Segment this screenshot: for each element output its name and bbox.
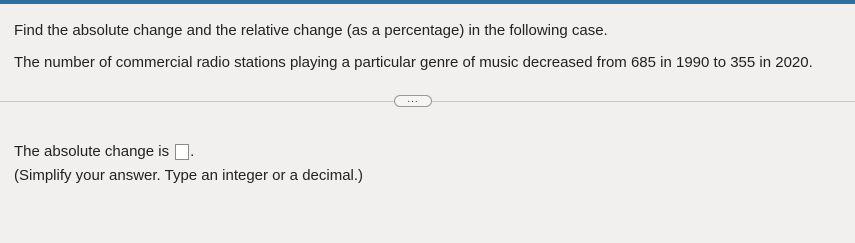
expand-more-button[interactable] xyxy=(394,95,432,107)
top-accent-bar xyxy=(0,0,855,4)
answer-line xyxy=(14,143,194,161)
answer-label: The absolute change is xyxy=(14,143,170,160)
problem-statement: The number of commercial radio stations playing a particular genre of music decreased from 685 in 1990 to 355 in 2020. xyxy=(14,54,813,71)
question-prompt: Find the absolute change and the relative change (as a percentage) in the following case. xyxy=(14,22,608,39)
ellipsis-icon: ... xyxy=(407,93,419,105)
answer-input-box[interactable] xyxy=(175,144,189,160)
answer-suffix: . xyxy=(190,143,195,160)
answer-instruction: (Simplify your answer. Type an integer or a decimal.) xyxy=(14,167,364,184)
